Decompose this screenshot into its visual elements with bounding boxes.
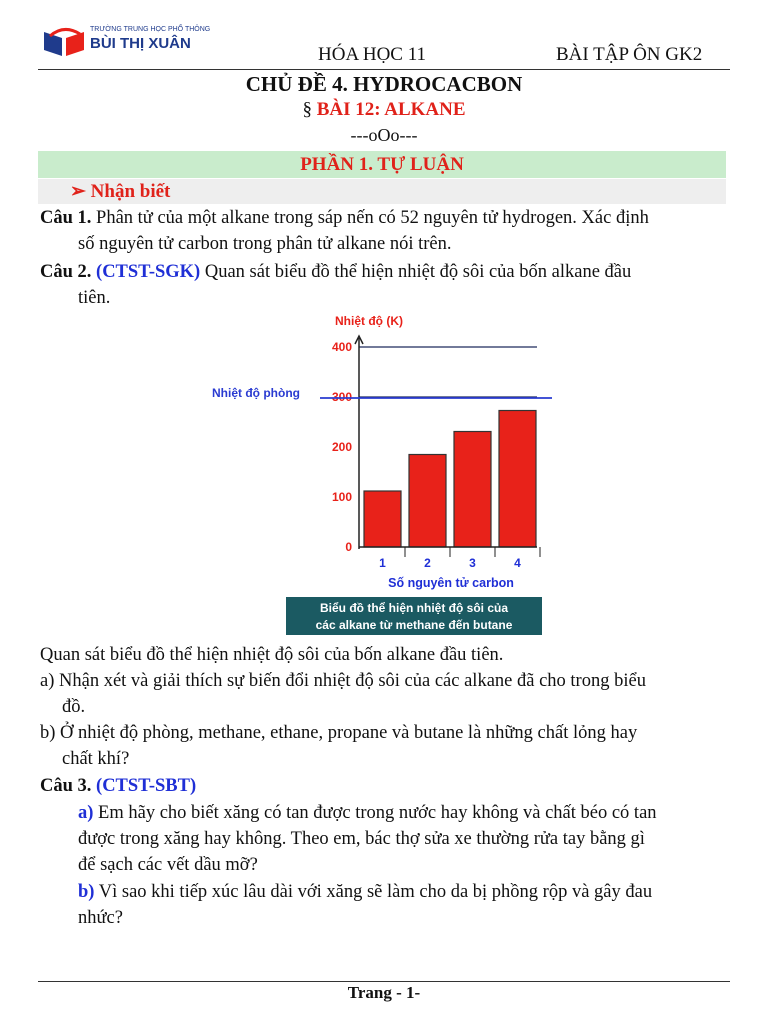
lesson-title bbox=[0, 99, 768, 121]
bar-1 bbox=[364, 491, 401, 547]
boiling-point-chart bbox=[200, 306, 570, 636]
level-band bbox=[38, 179, 726, 204]
question-3-part-b-cont: nhức? bbox=[78, 908, 123, 928]
y-tick-label-400: 400 bbox=[331, 340, 352, 354]
question-3-part-a-cont-2: để sạch các vết dầu mỡ? bbox=[78, 855, 258, 875]
question-3-label: Câu 3. bbox=[40, 776, 92, 796]
question-3-part-b bbox=[78, 879, 652, 905]
question-3-b-label: b) bbox=[78, 882, 95, 902]
x-tick-label-4: 4 bbox=[514, 556, 521, 570]
school-logo bbox=[40, 24, 211, 64]
question-2-source: (CTST-SGK) bbox=[96, 262, 201, 282]
footer-divider bbox=[38, 981, 730, 982]
part-heading-band bbox=[38, 151, 726, 178]
bar-3 bbox=[454, 432, 491, 548]
y-tick-label-200: 200 bbox=[331, 440, 352, 454]
question-3-source: (CTST-SBT) bbox=[96, 776, 197, 796]
ornament: ---oOo--- bbox=[350, 125, 418, 145]
question-2-label: Câu 2. bbox=[40, 262, 92, 282]
x-tick-label-1: 1 bbox=[379, 556, 386, 570]
level-label: ➢ Nhận biết bbox=[70, 181, 171, 202]
section-symbol: § bbox=[302, 99, 312, 120]
page-number: Trang - 1- bbox=[347, 983, 421, 1002]
book-icon bbox=[40, 24, 88, 60]
question-2-intro: Quan sát biểu đồ thể hiện nhiệt độ sôi của bốn alkane đầu tiên. bbox=[40, 645, 504, 665]
question-3-a-label: a) bbox=[78, 803, 94, 823]
y-tick-label-0: 0 bbox=[345, 540, 352, 554]
chart-caption-line-2: các alkane từ methane đến butane bbox=[315, 618, 513, 632]
question-1-line-1 bbox=[40, 205, 649, 231]
question-2-line-1 bbox=[40, 259, 631, 285]
school-name: BÙI THỊ XUÂN bbox=[90, 35, 191, 52]
school-tagline: TRƯỜNG TRUNG HỌC PHỔ THÔNG bbox=[90, 26, 211, 33]
question-2-text: Quan sát biểu đồ thể hiện nhiệt độ sôi của bốn alkane đầu bbox=[204, 262, 632, 282]
header-divider bbox=[38, 69, 730, 70]
y-axis-title: Nhiệt độ (K) bbox=[335, 314, 403, 328]
question-2-part-a-cont: đồ. bbox=[62, 697, 86, 717]
x-tick-label-3: 3 bbox=[469, 556, 476, 570]
question-3-a-text: Em hãy cho biết xăng có tan được trong nước hay không và chất béo có tan bbox=[98, 803, 657, 823]
question-2-part-a: a) Nhận xét và giải thích sự biến đổi nhiệt độ sôi của các alkane đã cho trong biểu bbox=[40, 671, 646, 691]
y-tick-label-300: 300 bbox=[331, 390, 352, 404]
question-2-line-2: tiên. bbox=[78, 288, 111, 308]
question-2-part-b: b) Ở nhiệt độ phòng, methane, ethane, propane và butane là những chất lỏng hay bbox=[40, 723, 638, 743]
bar-2 bbox=[409, 455, 446, 548]
y-tick-label-100: 100 bbox=[331, 490, 352, 504]
lesson-name: BÀI 12: ALKANE bbox=[316, 99, 466, 120]
question-1-line-2: số nguyên tử carbon trong phân tử alkane nói trên. bbox=[78, 234, 452, 254]
room-temperature-label: Nhiệt độ phòng bbox=[212, 386, 300, 400]
chart-caption-line-1: Biểu đồ thể hiện nhiệt độ sôi của bbox=[319, 601, 509, 615]
topic-title: CHỦ ĐỀ 4. HYDROCACBON bbox=[245, 72, 523, 96]
bar-4 bbox=[499, 411, 536, 548]
question-3-line-1 bbox=[40, 773, 196, 799]
question-1-label: Câu 1. bbox=[40, 208, 92, 228]
part-heading: PHẦN 1. TỰ LUẬN bbox=[300, 154, 464, 175]
question-3-part-a-cont-1: được trong xăng hay không. Theo em, bác thợ sửa xe thường rửa tay bằng gì bbox=[78, 829, 645, 849]
question-3-b-text: Vì sao khi tiếp xúc lâu dài với xăng sẽ làm cho da bị phồng rộp và gây đau bbox=[98, 882, 653, 902]
exam-label: BÀI TẬP ÔN GK2 bbox=[556, 44, 703, 65]
x-axis-title: Số nguyên tử carbon bbox=[388, 576, 514, 590]
question-1-text: Phân tử của một alkane trong sáp nến có 52 nguyên tử hydrogen. Xác định bbox=[96, 208, 649, 228]
subject-label: HÓA HỌC 11 bbox=[318, 44, 427, 65]
chart-svg bbox=[200, 306, 570, 636]
question-2-part-b-cont: chất khí? bbox=[62, 749, 130, 769]
question-3-part-a bbox=[78, 800, 657, 826]
x-tick-label-2: 2 bbox=[424, 556, 431, 570]
